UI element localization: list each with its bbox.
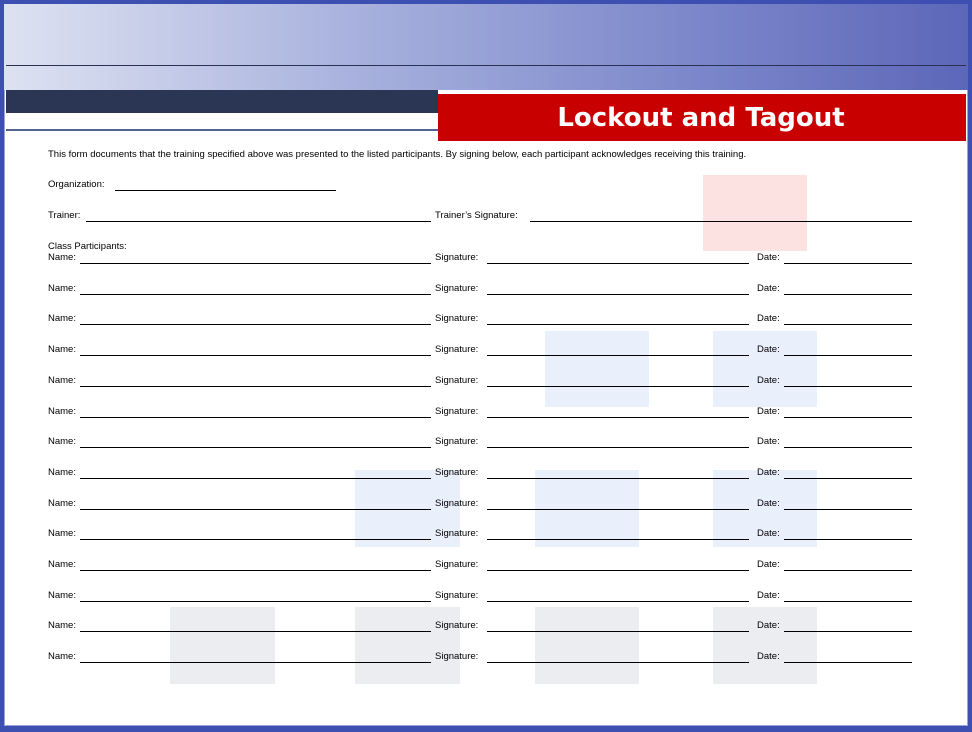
participant-row — [4, 590, 968, 604]
date-field[interactable] — [784, 509, 912, 510]
signature-label: Signature: — [435, 283, 479, 294]
date-field[interactable] — [784, 263, 912, 264]
date-field[interactable] — [784, 355, 912, 356]
participant-row — [4, 252, 968, 266]
name-field[interactable] — [80, 263, 431, 264]
signature-label: Signature: — [435, 651, 479, 662]
signature-label: Signature: — [435, 620, 479, 631]
signature-label: Signature: — [435, 467, 479, 478]
date-field[interactable] — [784, 417, 912, 418]
participant-row — [4, 406, 968, 420]
decorative-square — [170, 607, 275, 684]
date-label: Date: — [757, 436, 780, 447]
date-label: Date: — [757, 559, 780, 570]
form-sheet — [4, 4, 968, 726]
name-label: Name: — [48, 528, 76, 539]
date-field[interactable] — [784, 447, 912, 448]
name-label: Name: — [48, 436, 76, 447]
header-rule — [6, 129, 438, 131]
signature-label: Signature: — [435, 436, 479, 447]
date-label: Date: — [757, 313, 780, 324]
signature-label: Signature: — [435, 528, 479, 539]
participant-row — [4, 344, 968, 358]
decorative-square — [355, 607, 460, 684]
decorative-square — [713, 331, 817, 407]
signature-label: Signature: — [435, 344, 479, 355]
name-label: Name: — [48, 344, 76, 355]
date-field[interactable] — [784, 386, 912, 387]
trainer-signature-field[interactable] — [530, 221, 912, 222]
name-field[interactable] — [80, 417, 431, 418]
name-field[interactable] — [80, 601, 431, 602]
date-field[interactable] — [784, 601, 912, 602]
name-field[interactable] — [80, 324, 431, 325]
name-field[interactable] — [80, 478, 431, 479]
signature-field[interactable] — [487, 447, 749, 448]
page-title: Lockout and Tagout — [557, 102, 845, 133]
name-field[interactable] — [80, 355, 431, 356]
signature-field[interactable] — [487, 539, 749, 540]
date-label: Date: — [757, 620, 780, 631]
signature-label: Signature: — [435, 498, 479, 509]
trainer-label: Trainer: — [48, 210, 81, 221]
signature-label: Signature: — [435, 252, 479, 263]
signature-label: Signature: — [435, 590, 479, 601]
participant-row — [4, 436, 968, 450]
participant-row — [4, 313, 968, 327]
name-field[interactable] — [80, 294, 431, 295]
signature-field[interactable] — [487, 355, 749, 356]
date-label: Date: — [757, 375, 780, 386]
signature-field[interactable] — [487, 294, 749, 295]
date-label: Date: — [757, 467, 780, 478]
signature-field[interactable] — [487, 570, 749, 571]
name-label: Name: — [48, 651, 76, 662]
organization-field[interactable] — [115, 190, 336, 191]
date-field[interactable] — [784, 478, 912, 479]
name-field[interactable] — [80, 570, 431, 571]
date-label: Date: — [757, 528, 780, 539]
name-field[interactable] — [80, 631, 431, 632]
signature-label: Signature: — [435, 559, 479, 570]
name-label: Name: — [48, 559, 76, 570]
name-field[interactable] — [80, 662, 431, 663]
name-label: Name: — [48, 406, 76, 417]
name-label: Name: — [48, 498, 76, 509]
participant-row — [4, 498, 968, 512]
date-field[interactable] — [784, 570, 912, 571]
name-label: Name: — [48, 283, 76, 294]
signature-field[interactable] — [487, 601, 749, 602]
class-participants-label: Class Participants: — [48, 241, 127, 252]
trainer-field[interactable] — [86, 221, 431, 222]
name-label: Name: — [48, 467, 76, 478]
participant-row — [4, 620, 968, 634]
signature-field[interactable] — [487, 662, 749, 663]
organization-label: Organization: — [48, 179, 105, 190]
name-label: Name: — [48, 620, 76, 631]
signature-field[interactable] — [487, 324, 749, 325]
form-intro-text: This form documents that the training specified above was presented to the listed participants. By signing below, each participant acknowledges receiving this training. — [48, 149, 747, 160]
participant-row — [4, 283, 968, 297]
date-label: Date: — [757, 283, 780, 294]
participant-row — [4, 651, 968, 665]
participant-row — [4, 528, 968, 542]
signature-field[interactable] — [487, 631, 749, 632]
decorative-square — [713, 607, 817, 684]
header-banner — [4, 4, 968, 90]
signature-field[interactable] — [487, 386, 749, 387]
name-field[interactable] — [80, 509, 431, 510]
date-label: Date: — [757, 498, 780, 509]
name-field[interactable] — [80, 447, 431, 448]
date-field[interactable] — [784, 662, 912, 663]
decorative-square — [545, 331, 649, 407]
name-label: Name: — [48, 375, 76, 386]
signature-field[interactable] — [487, 263, 749, 264]
participant-row — [4, 467, 968, 481]
header-dark-bar — [6, 90, 438, 113]
decorative-square — [703, 175, 807, 251]
name-field[interactable] — [80, 386, 431, 387]
trainer-signature-label: Trainer’s Signature: — [435, 210, 518, 221]
banner-divider — [6, 65, 966, 66]
date-field[interactable] — [784, 324, 912, 325]
title-banner — [438, 94, 966, 141]
date-field[interactable] — [784, 539, 912, 540]
signature-label: Signature: — [435, 375, 479, 386]
signature-label: Signature: — [435, 406, 479, 417]
name-label: Name: — [48, 252, 76, 263]
date-field[interactable] — [784, 631, 912, 632]
signature-field[interactable] — [487, 509, 749, 510]
date-label: Date: — [757, 344, 780, 355]
name-label: Name: — [48, 590, 76, 601]
date-label: Date: — [757, 252, 780, 263]
participant-row — [4, 375, 968, 389]
date-label: Date: — [757, 590, 780, 601]
signature-field[interactable] — [487, 478, 749, 479]
signature-field[interactable] — [487, 417, 749, 418]
name-field[interactable] — [80, 539, 431, 540]
decorative-square — [535, 607, 639, 684]
date-field[interactable] — [784, 294, 912, 295]
name-label: Name: — [48, 313, 76, 324]
signature-label: Signature: — [435, 313, 479, 324]
date-label: Date: — [757, 651, 780, 662]
participant-row — [4, 559, 968, 573]
date-label: Date: — [757, 406, 780, 417]
